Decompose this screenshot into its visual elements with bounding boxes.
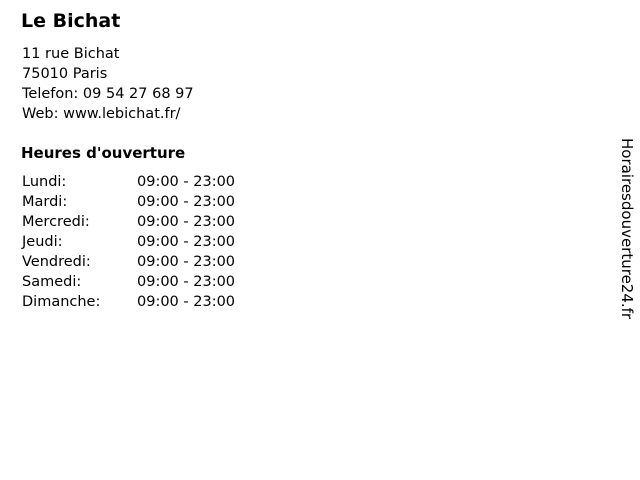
phone-line: Telefon: 09 54 27 68 97 [22, 86, 194, 102]
day-label: Mercredi: [22, 214, 90, 230]
contact-block [22, 44, 194, 124]
day-hours: 09:00 - 23:00 [137, 194, 236, 210]
day-label: Jeudi: [22, 234, 63, 250]
day-hours: 09:00 - 23:00 [137, 234, 236, 250]
table-row [22, 194, 277, 214]
table-row [22, 274, 277, 294]
day-hours: 09:00 - 23:00 [137, 294, 236, 310]
table-row [22, 294, 277, 314]
day-hours: 09:00 - 23:00 [137, 254, 236, 270]
table-row [22, 254, 277, 274]
web-line: Web: www.lebichat.fr/ [22, 106, 181, 122]
day-label: Vendredi: [22, 254, 91, 270]
table-row [22, 214, 277, 234]
page-title: Le Bichat [21, 10, 121, 32]
day-label: Mardi: [22, 194, 68, 210]
day-hours: 09:00 - 23:00 [137, 274, 236, 290]
day-label: Samedi: [22, 274, 82, 290]
postal-city: 75010 Paris [22, 66, 108, 82]
opening-hours-heading: Heures d'ouverture [21, 144, 186, 162]
watermark-text: Horairesdouverture24.fr [618, 138, 636, 320]
street-address: 11 rue Bichat [22, 46, 120, 62]
day-label: Dimanche: [22, 294, 101, 310]
table-row [22, 234, 277, 254]
opening-hours-table [22, 174, 277, 314]
table-row [22, 174, 277, 194]
day-hours: 09:00 - 23:00 [137, 214, 236, 230]
day-label: Lundi: [22, 174, 67, 190]
day-hours: 09:00 - 23:00 [137, 174, 236, 190]
